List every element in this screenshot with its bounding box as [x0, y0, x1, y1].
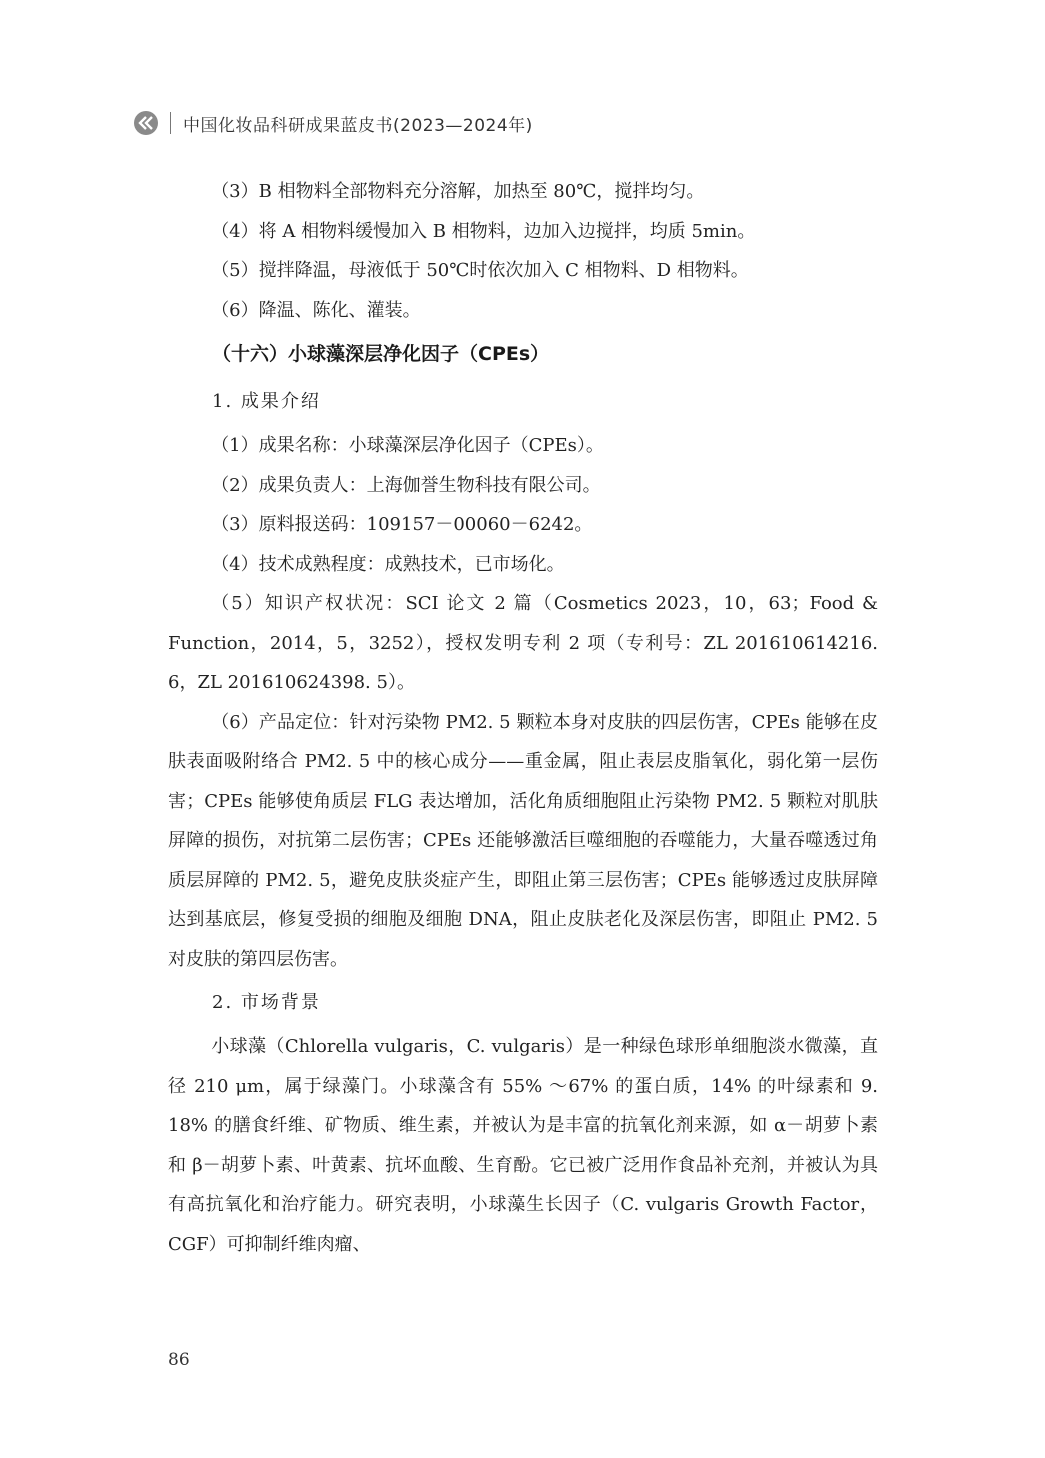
page-number: 86 [168, 1350, 190, 1370]
step-item: （5）搅拌降温，母液低于 50℃时依次加入 C 相物料、D 相物料。 [211, 260, 749, 281]
running-header [134, 108, 533, 138]
section-title: （十六）小球藻深层净化因子（CPEs） [212, 343, 550, 365]
market-heading: 2. 市场背景 [212, 992, 321, 1013]
intro-item: （3）原料报送码：109157－00060－6242。 [211, 514, 593, 535]
step-item: （4）将 A 相物料缓慢加入 B 相物料，边加入边搅拌，均质 5min。 [211, 220, 756, 242]
intro-item: （2）成果负责人：上海伽誉生物科技有限公司。 [211, 474, 601, 496]
intro-item: （6）产品定位：针对污染物 PM2. 5 颗粒本身对皮肤的四层伤害，CPEs 能够在皮肤表面吸附络合 PM2. 5 中的核心成分——重金属，阻止表层皮脂氧化，弱化第一层伤害；CPEs 能够使角质层 FLG 表达增加，活化角质细胞阻止污染物 PM2. 5 颗粒对肌肤屏障的损伤，对抗第二层伤害；CPEs 还能够激活巨噬细胞的吞噬能力，大量吞噬透过角质层屏障的 PM2. 5，避免皮肤炎症产生，即阻止第三层伤害；CPEs 能够透过皮肤屏障达到基底层，修复受损的细胞及细胞 DNA，阻止皮肤老化及深层伤害，即阻止 PM2. 5 对皮肤的第四层伤害。 [168, 711, 878, 970]
intro-heading: 1. 成果介绍 [212, 391, 321, 412]
step-item: （3）B 相物料全部物料充分溶解，加热至 80℃，搅拌均匀。 [211, 181, 705, 202]
market-paragraph: 小球藻（Chlorella vulgaris，C. vulgaris）是一种绿色球形单细胞淡水微藻，直径 210 μm，属于绿藻门。小球藻含有 55% ～67% 的蛋白质，14% 的叶绿素和 9. 18% 的膳食纤维、矿物质、维生素，并被认为是丰富的抗氧化剂来源，如 α－胡萝卜素和 β－胡萝卜素、叶黄素、抗坏血酸、生育酚。它已被广泛用作食品补充剂，并被认为具有高抗氧化和治疗能力。研究表明，小球藻生长因子（C. vulgaris Growth Factor，CGF）可抑制纤维肉瘤、 [168, 1036, 878, 1255]
header-divider [170, 112, 171, 134]
double-chevron-left-icon [134, 111, 158, 135]
intro-item: （1）成果名称：小球藻深层净化因子（CPEs）。 [211, 435, 604, 456]
book-title: 中国化妆品科研成果蓝皮书(2023—2024年) [183, 115, 533, 136]
page-body [168, 172, 878, 1264]
intro-item: （5）知识产权状况：SCI 论文 2 篇（Cosmetics 2023，10，63；Food & Function，2014，5，3252），授权发明专利 2 项（专利号：ZL 201610614216. 6，ZL 201610624398. 5）。 [168, 593, 878, 693]
step-item: （6）降温、陈化、灌装。 [211, 299, 421, 321]
intro-item: （4）技术成熟程度：成熟技术，已市场化。 [211, 553, 565, 575]
